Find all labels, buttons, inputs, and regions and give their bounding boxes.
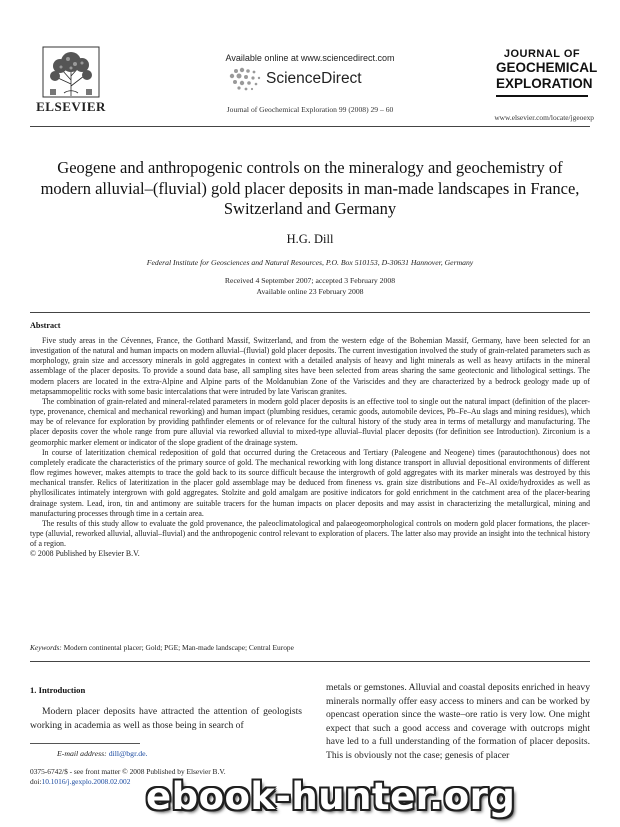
email-link[interactable]: dill@bgr.de. [108, 749, 148, 758]
abstract-paragraph: In course of lateritization chemical redeposition of gold that occurred during the Cretaceous and Tertiary (Paleogene and Neogene) times (parautochthonous) does not completely eradicate the characteristics of the primary source of gold. The mechanical reworking with long distance transport in alluvial depositional environments of different flow regimes however, makes attempts to trace the gold back to its source difficult because the intergrowth of gold aggregates with its marker minerals was destroyed by this mechanical transfer. Relics of lateritization in the placer gold assemblage may be deduced from fineness vs. grain size distributions and Fe–Al oxide/hydroxides as well as phyllosilicates intimately intergrown with gold aggregates. Stolzite and gold amalgam are positive indicators for gold enrichment in the catchment area of the placer-bearing drainage system. Lead, iron, tin and antimony are suitable tracers for the human impacts on placer deposits and may assist in characterizing the metallurgical, mining and manufacturing processes through time in a certain area. [30, 447, 590, 518]
copyright-line: © 2008 Published by Elsevier B.V. [30, 549, 140, 559]
journal-citation: Journal of Geochemical Exploration 99 (2008) 29 – 60 [226, 105, 394, 114]
article-title: Geogene and anthropogenic controls on the mineralogy and geochemistry of modern alluvial–(fluvial) gold placer deposits in man-made landscapes in France, Switzerland and Germany [40, 158, 580, 218]
abstract-top-divider [30, 312, 590, 313]
journal-logo-line2: GEOCHEMICAL [496, 60, 598, 75]
section-heading-introduction: 1. Introduction [30, 685, 86, 695]
abstract-paragraph: Five study areas in the Cévennes, France, the Gotthard Massif, Switzerland, and from the western edge of the Bohemian Massif, Germany, have been selected for an investigation of the natural and human impacts on modern alluvial–(fluvial) gold placer deposits. The current investigation involved the study of grain-related parameters such as morphology, grain size and accessory minerals in gold aggregates in context with a detailed analysis of heavy and light minerals as well as heavy artifacts in the mineral assemblage of the placer deposits. To provide a sound data base, all sampling sites have been selected from areas sharing the same geotectonic and lithological settings. The modern placers are located in the extra-Alpine and Alpine parts of the Moldanubian Zone of the Variscides and they are characterized by a bedrock geology made up of metapsammopelitic rocks with some basic intercalations that were intruded by late Variscan granites. [30, 336, 590, 396]
intro-paragraph-continued: metals or gemstones. Alluvial and coastal deposits enriched in heavy minerals normally offer easy access to miners and can be worked by opencast operation since the waste–ore ratio is very low. One might expect that such a good access and coverage with outcrops might have led to a full understanding of the formation of placer deposits. This is obviously not the case; genesis of placer [326, 682, 590, 761]
author-email [57, 749, 148, 758]
doi-link[interactable]: 10.1016/j.gexplo.2008.02.002 [41, 777, 131, 787]
keywords-line [30, 643, 294, 652]
article-author: H.G. Dill [286, 232, 334, 246]
journal-logo-underline [496, 95, 588, 97]
received-date: Received 4 September 2007; accepted 3 February 2008 [224, 276, 396, 285]
keywords-label: Keywords: [30, 643, 62, 652]
author-affiliation: Federal Institute for Geosciences and Natural Resources, P.O. Box 510153, D-30631 Hannover, Germany [146, 258, 474, 267]
header-divider [30, 126, 590, 127]
available-online-note: Available online at www.sciencedirect.com [225, 53, 395, 63]
intro-paragraph-start: Modern placer deposits have attracted the attention of geologists working in academia as well as those being in search of [30, 706, 302, 731]
article-history [0, 276, 620, 297]
email-label: E-mail address: [57, 749, 107, 758]
sciencedirect-dots-icon [226, 66, 264, 92]
right-column-text [326, 681, 590, 763]
left-column-text [30, 705, 302, 732]
journal-logo-line1: JOURNAL OF [503, 48, 581, 60]
abstract-bottom-divider [30, 661, 590, 662]
journal-url-link[interactable]: www.elsevier.com/locate/jgeoexp [494, 113, 594, 122]
available-date: Available online 23 February 2008 [256, 286, 364, 296]
watermark-text: ebook-hunter.org [146, 775, 516, 818]
keywords-text: Modern continental placer; Gold; PGE; Man-made landscape; Central Europe [63, 643, 294, 652]
abstract-body [30, 336, 590, 559]
issn-line: 0375-6742/$ - see front matter © 2008 Published by Elsevier B.V. [30, 767, 226, 776]
publisher-wordmark: ELSEVIER [36, 99, 106, 114]
abstract-heading: Abstract [30, 321, 61, 330]
journal-logo-line3: EXPLORATION [496, 76, 593, 91]
footnote-divider [30, 743, 140, 744]
journal-logo [496, 48, 598, 108]
doi-label: doi: [30, 777, 42, 787]
abstract-paragraph: The combination of grain-related and mineral-related parameters in modern gold placer deposits is an effective tool to single out the natural impact (definition of the placer-type, provenance, chemical and mechanical reworking) and human impact (plumbing residues, ceramic goods, automobile devices, Pb–Fe–Au slags and mining residues), which may be of relevance for exploration by providing pathfinder elements or of relevance for the cultural history of the study area in terms of metallurgy and manufacturing. The placer deposits cover the whole range from pure alluvial via reworked alluvial to mixed-type alluvial–fluvial placer deposits (for definition see Introduction). Zirconium is a geomorphic marker element or indicator of the slope gradient of the drainage system. [30, 396, 590, 447]
abstract-paragraph: The results of this study allow to evaluate the gold provenance, the paleoclimatological and palaeogeomorphological controls on modern gold placer formations, the placer-type (alluvial, reworked alluvial, alluvial–fluvial) and the anthropogenic control relevant to exploration of placers. The latter also may provide an insight into the technical history of a region. [30, 518, 590, 549]
sciencedirect-wordmark: ScienceDirect [266, 70, 362, 87]
sciencedirect-logo [226, 66, 396, 92]
